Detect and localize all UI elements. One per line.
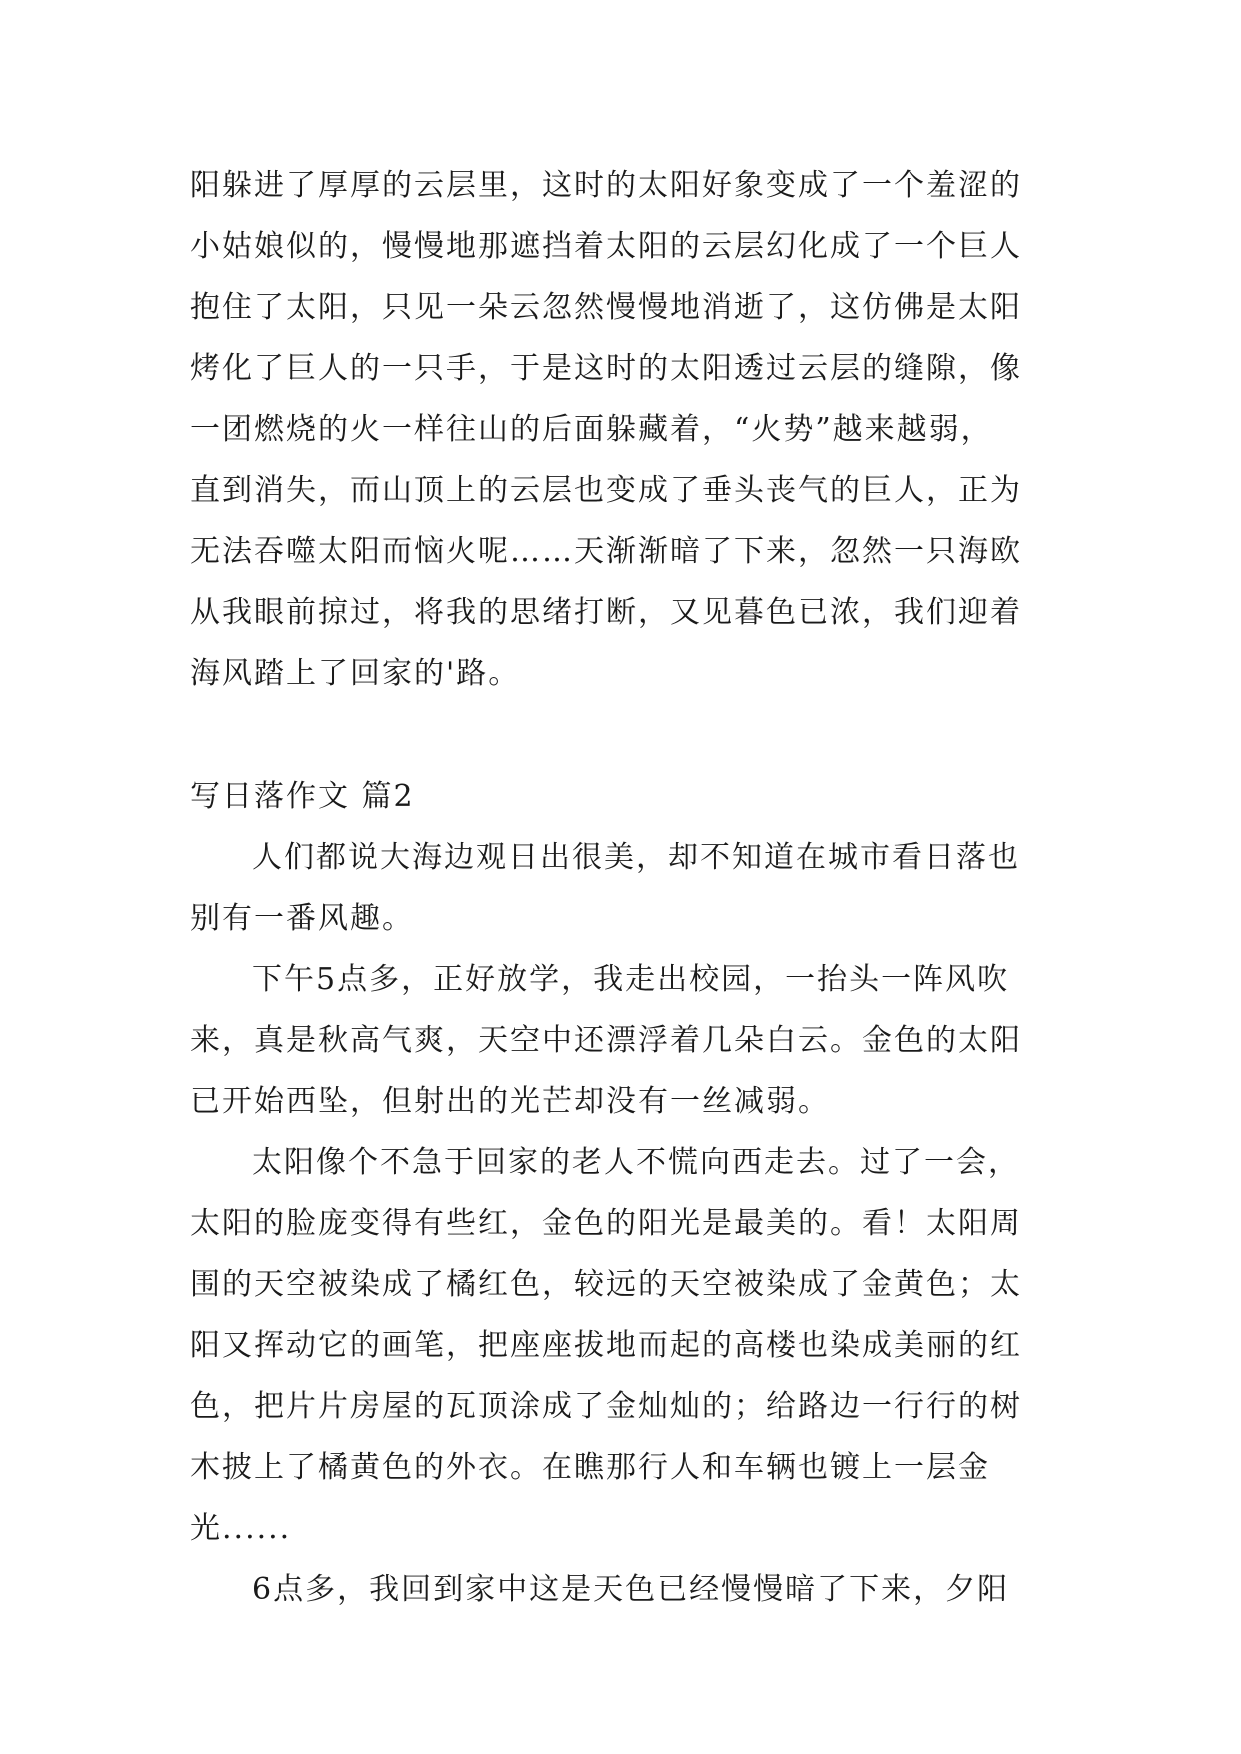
paragraph-line: 从我眼前掠过，将我的思绪打断，又见暮色已浓，我们迎着 bbox=[190, 595, 1022, 630]
paragraph-line: 烤化了巨人的一只手，于是这时的太阳透过云层的缝隙，像 bbox=[190, 351, 1022, 386]
paragraph-line: 抱住了太阳，只见一朵云忽然慢慢地消逝了，这仿佛是太阳 bbox=[190, 290, 1022, 325]
paragraph-line: 别有一番风趣。 bbox=[190, 901, 414, 936]
paragraph-line: 木披上了橘黄色的外衣。在瞧那行人和车辆也镀上一层金 bbox=[190, 1450, 990, 1485]
paragraph-line: 阳又挥动它的画笔，把座座拔地而起的高楼也染成美丽的红 bbox=[190, 1328, 1022, 1363]
text-column bbox=[190, 155, 1070, 1620]
paragraph-line: 海风踏上了回家的'路。 bbox=[190, 656, 521, 691]
paragraph-line: 色，把片片房屋的瓦顶涂成了金灿灿的；给路边一行行的树 bbox=[190, 1389, 1022, 1424]
paragraph-line: 6点多，我回到家中这是天色已经慢慢暗了下来，夕阳 bbox=[252, 1572, 1010, 1607]
paragraph-line: 已开始西坠，但射出的光芒却没有一丝减弱。 bbox=[190, 1084, 830, 1119]
paragraph-line: 阳躲进了厚厚的云层里，这时的太阳好象变成了一个羞涩的 bbox=[190, 168, 1022, 203]
paragraph-5 bbox=[190, 1559, 1070, 1620]
paragraph-4 bbox=[190, 1132, 1070, 1559]
paragraph-line: 小姑娘似的，慢慢地那遮挡着太阳的云层幻化成了一个巨人 bbox=[190, 229, 1022, 264]
paragraph-line: 太阳的脸庞变得有些红，金色的阳光是最美的。看！太阳周 bbox=[190, 1206, 1022, 1241]
paragraph-line: 无法吞噬太阳而恼火呢……天渐渐暗了下来，忽然一只海欧 bbox=[190, 534, 1022, 569]
paragraph-line: 人们都说大海边观日出很美，却不知道在城市看日落也 bbox=[252, 840, 1020, 875]
section-heading: 写日落作文 篇2 bbox=[190, 779, 415, 814]
paragraph-line: 光...... bbox=[190, 1511, 292, 1546]
paragraph-line: 直到消失，而山顶上的云层也变成了垂头丧气的巨人，正为 bbox=[190, 473, 1022, 508]
paragraph-line: 太阳像个不急于回家的老人不慌向西走去。过了一会， bbox=[252, 1145, 1020, 1180]
paragraph-2 bbox=[190, 827, 1070, 949]
paragraph-gap bbox=[190, 704, 1070, 766]
paragraph-1 bbox=[190, 155, 1070, 704]
paragraph-line: 一团燃烧的火一样往山的后面躲藏着，“火势”越来越弱， bbox=[190, 412, 993, 447]
paragraph-line: 下午5点多，正好放学，我走出校园，一抬头一阵风吹 bbox=[252, 962, 1010, 997]
paragraph-line: 围的天空被染成了橘红色，较远的天空被染成了金黄色；太 bbox=[190, 1267, 1022, 1302]
paragraph-3 bbox=[190, 949, 1070, 1132]
paragraph-line: 来，真是秋高气爽，天空中还漂浮着几朵白云。金色的太阳 bbox=[190, 1023, 1022, 1058]
